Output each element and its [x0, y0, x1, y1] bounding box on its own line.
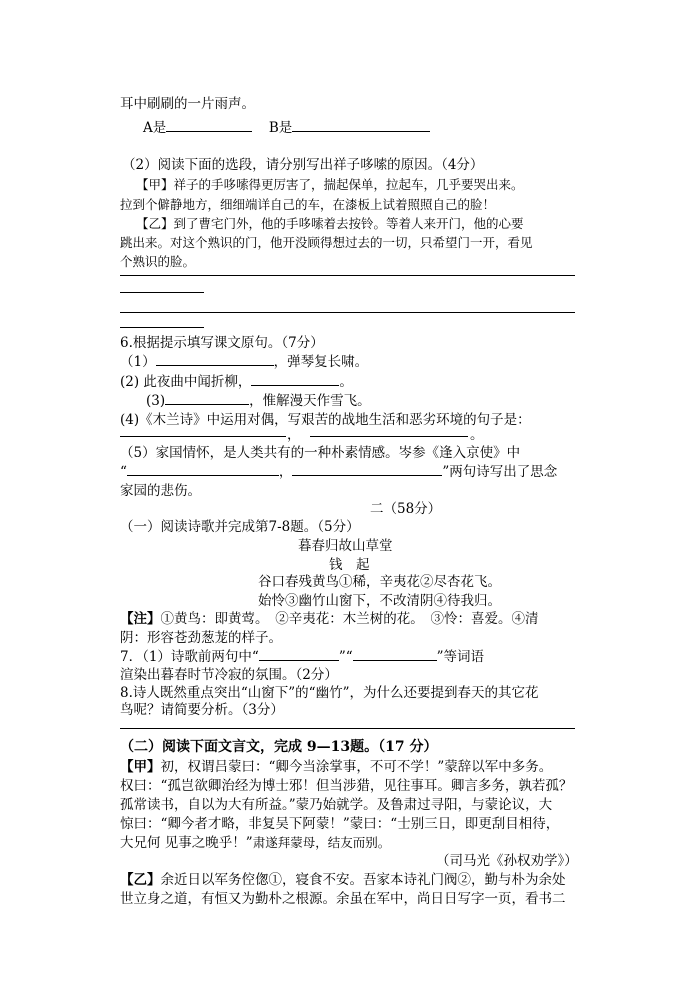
q7-text: ”等词语	[436, 649, 485, 665]
classical-text-line2: 权曰：“孤岂欲卿治经为博士邪！但当涉猎，见往事耳。卿言多务，孰若孤？	[120, 778, 573, 794]
q6-item-4: (4)《木兰诗》中运用对偶，写艰苦的战地生活和恶劣环境的句子是：	[120, 412, 531, 428]
question-8-line1: 8.诗人既然重点突出“山窗下”的“幽竹”，为什么还要提到春天的其它花	[120, 685, 539, 701]
question-8-line2: 鸟呢？请简要分析。（3分）	[120, 702, 284, 718]
poem-line-2: 始怜③幽竹山窗下，不改清阴④待我归。	[258, 593, 501, 609]
q6-blank	[120, 436, 286, 437]
q6-blank	[251, 371, 339, 386]
q7-text: ”“	[338, 649, 353, 665]
q6-item-3-number: (3)	[146, 393, 166, 409]
q6-item-1-number: （1）	[120, 354, 156, 370]
poem-note-2: 阴：形容苍劲葱茏的样子。	[120, 630, 282, 646]
excerpt-yi-line3: 个熟识的脸。	[120, 254, 196, 269]
answer-a-line	[143, 116, 430, 136]
classical-text: 余近日以军务倥偬①，寝食不安。吾家本诗礼门阀②，勤与朴为余处	[160, 872, 566, 888]
answer-line	[120, 728, 575, 729]
classical-text: 大兄何 见事之晚乎！”	[120, 835, 253, 851]
note-label: 【注】	[120, 611, 161, 627]
note-text: ①黄鸟：即黄莺。 ②辛夷花：木兰树的花。 ③怜：喜爱。④清	[160, 611, 539, 627]
answer-line	[120, 327, 204, 328]
q6-comma: ，	[287, 427, 301, 443]
source-citation: （司马光《孙权劝学》）	[436, 853, 578, 869]
q6-item-1-text: ，弹琴复长啸。	[273, 354, 369, 370]
poem-line-1: 谷口春残黄鸟①稀，辛夷花②尽杏花飞。	[258, 574, 501, 590]
q6-blank	[310, 436, 468, 437]
q6-item-2-number: (2)	[120, 374, 140, 390]
text-line: 耳中刷刷的一片雨声。	[120, 96, 255, 112]
subsection-1-title: （一）阅读诗歌并完成第7-8题。（5分）	[120, 519, 360, 535]
q6-item-5-blanks	[120, 460, 557, 480]
classical-text: 初，权谓吕蒙曰：“卿今当涂掌事，不可不学！”蒙辞以军中多务。	[160, 759, 553, 775]
yi-label: 【乙】	[120, 872, 161, 888]
subsection-2-heading: （二）阅读下面文言文，完成 9—13题。（17 分）	[120, 739, 438, 755]
poem-note-1	[120, 607, 539, 627]
answer-a-label: A是	[143, 120, 167, 136]
section-2-heading: 二（58分）	[370, 501, 442, 517]
classical-text-line1	[120, 755, 552, 775]
q7-blank	[353, 646, 437, 661]
classical-text-line4: 惊曰：“卿今者才略，非复吴下阿蒙！”蒙曰：“士别三日，即更刮目相待，	[120, 816, 560, 832]
q6-item-1	[120, 350, 368, 370]
q6-comma: ，	[278, 464, 293, 480]
question-2: （2）阅读下面的选段，请分别写出祥子哆嗦的原因。（4分）	[122, 157, 484, 173]
question-7	[120, 645, 484, 665]
q6-item-2	[120, 370, 353, 390]
quote-mark: “	[120, 464, 127, 480]
question-6-title: 6.根据提示填写课文原句。（7分）	[120, 335, 324, 351]
answer-line	[120, 312, 575, 313]
q6-item-3	[146, 389, 371, 409]
excerpt-yi-line1: 【乙】到了曹宅门外，他的手哆嗦着去按铃。等着人来开门，他的心要	[136, 216, 524, 231]
q6-item-2-end: 。	[339, 374, 353, 390]
poem-title: 暮春归故山草堂	[298, 538, 393, 554]
q6-item-3-text: ，惟解漫天作雪飞。	[249, 393, 371, 409]
q6-item-5-cont: 家园的悲伤。	[120, 483, 201, 499]
q7-text: 7．（1）诗歌前两句中“	[120, 649, 259, 665]
question-7-cont: 渲染出暮春时节冷寂的氛围。（2分）	[120, 667, 338, 683]
q6-blank	[292, 461, 442, 476]
q7-blank	[259, 646, 339, 661]
excerpt-jia-line2: 拉到个僻静地方，细细端详自己的车，在漆板上试着照照自己的脸！	[120, 197, 496, 212]
classical-text: 肃遂拜蒙母，结友而别。	[252, 835, 391, 850]
answer-b-blank	[292, 117, 430, 132]
classical-text-line7: 世立身之道，有恒又为勤朴之根源。余虽在军中，尚日日写字一页，看书二	[120, 891, 566, 907]
excerpt-yi-line2: 跳出来。对这个熟识的门，他开没顾得想过去的一切，只希望门一开，看见	[120, 235, 533, 250]
q6-blank	[165, 390, 249, 405]
answer-line	[120, 275, 575, 276]
q6-item-5-tail: ”两句诗写出了思念	[442, 464, 558, 480]
answer-a-blank	[166, 117, 252, 132]
jia-label: 【甲】	[120, 759, 161, 775]
q6-blank	[156, 351, 274, 366]
q6-item-5: （5）家国情怀，是人类共有的一种朴素情感。岑参《逢入京使》中	[120, 445, 521, 461]
answer-line	[120, 292, 204, 293]
classical-text-line3: 孤常读书，自以为大有所益。”蒙乃始就学。及鲁肃过寻阳，与蒙论议，大	[120, 797, 553, 813]
classical-text-line6	[120, 868, 566, 888]
poem-author: 钱 起	[329, 557, 370, 573]
answer-b-label: B是	[268, 120, 293, 136]
q6-blank	[127, 461, 279, 476]
q6-item-2-text: 此夜曲中闻折柳，	[143, 374, 252, 390]
q6-period: 。	[470, 427, 484, 443]
classical-text-line5	[120, 831, 390, 851]
excerpt-jia-line1: 【甲】祥子的手哆嗦得更厉害了，揣起保单，拉起车，几乎要哭出来。	[136, 177, 524, 192]
